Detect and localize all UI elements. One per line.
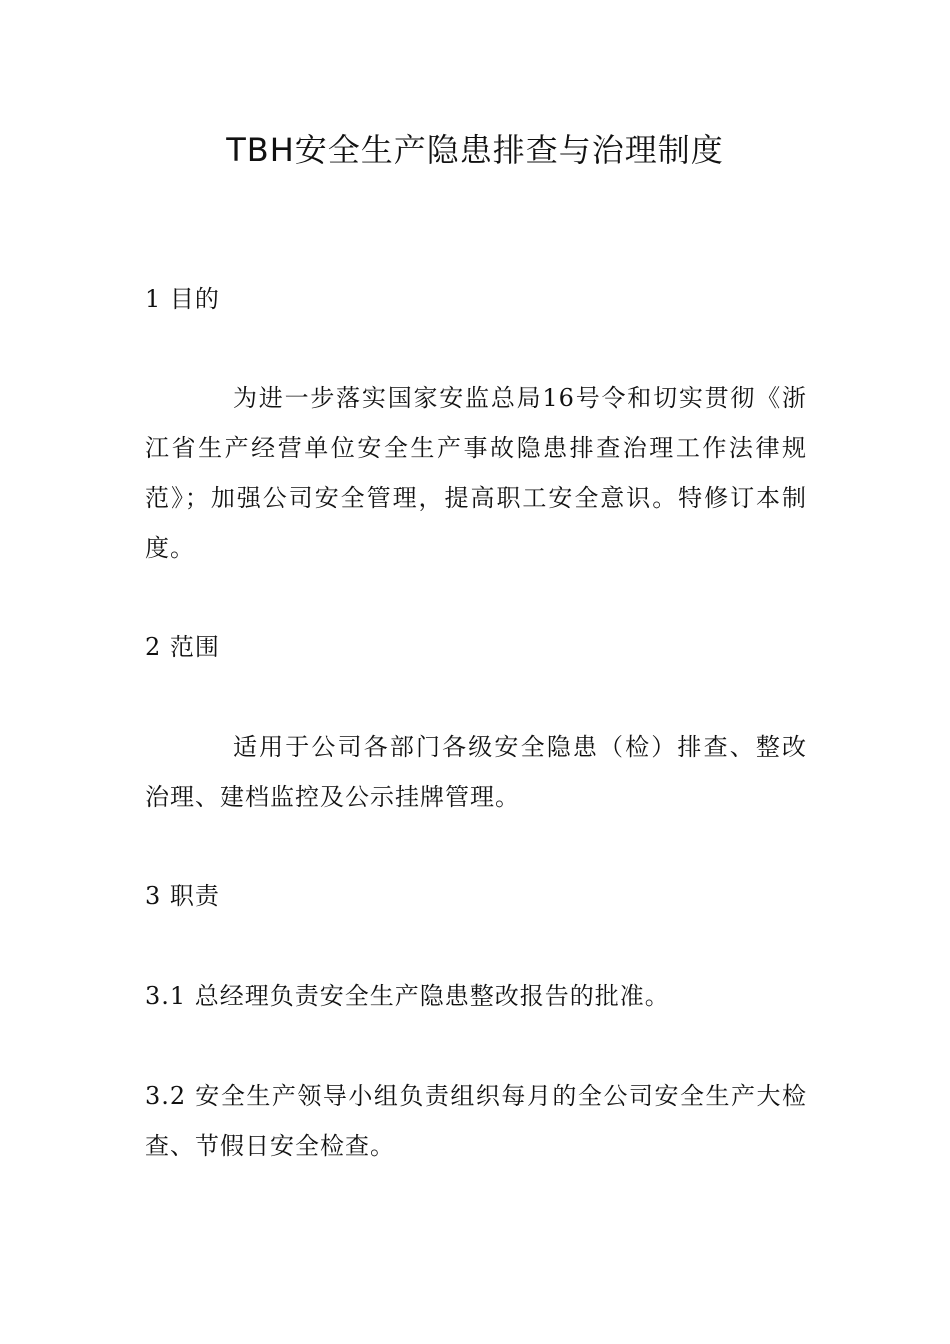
section-1-heading: 1 目的 [145, 285, 220, 313]
section-3-2-item: 3.2 安全生产领导小组负责组织每月的全公司安全生产大检查、节假日安全检查。 [145, 1082, 807, 1160]
section-1-paragraph: 为进一步落实国家安监总局16号令和切实贯彻《浙江省生产经营单位安全生产事故隐患排查治理工作法律规范》；加强公司安全管理，提高职工安全意识。特修订本制度。 [145, 384, 807, 562]
section-3-1-item: 3.1 总经理负责安全生产隐患整改报告的批准。 [145, 982, 670, 1010]
document-title: TBH安全生产隐患排查与治理制度 [226, 131, 724, 169]
section-3-heading: 3 职责 [145, 882, 220, 910]
section-2-paragraph: 适用于公司各部门各级安全隐患（检）排查、整改治理、建档监控及公示挂牌管理。 [145, 733, 807, 811]
section-2-heading: 2 范围 [145, 633, 220, 661]
